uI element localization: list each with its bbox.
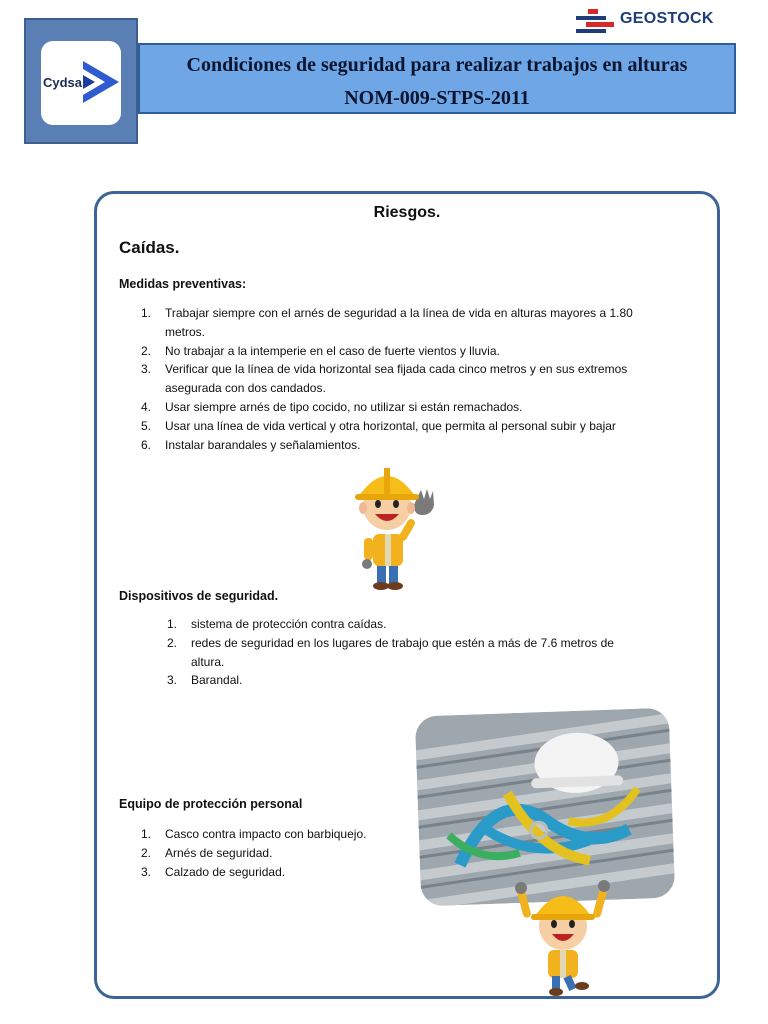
list-item: 4. Usar siempre arnés de tipo cocido, no utilizar si están remachados. [141,399,523,414]
worker-holding-photo-illustration [512,876,616,998]
cydsa-logo [41,41,121,125]
list-item: 3. Verificar que la línea de vida horizontal sea fijada cada cinco metros y en sus extremos asegurada con dos candados. [141,362,628,396]
list-item: 3. Calzado de seguridad. [141,864,286,879]
list-item: 5. Usar una línea de vida vertical y otra horizontal, que permita al personal subir y bajar [141,418,616,433]
list-item: 2. redes de seguridad en los lugares de trabajo que estén a más de 7.6 metros de altura. [167,635,614,669]
norm-code: NOM-009-STPS-2011 [344,87,530,109]
cydsa-logo-text: Cydsa [43,75,83,90]
preventive-heading: Medidas preventivas: [119,277,247,291]
document-title-banner [138,43,736,114]
cydsa-triangle-icon [81,59,121,105]
list-item: 1. Casco contra impacto con barbiquejo. [141,827,367,841]
list-item: 6. Instalar barandales y señalamientos. [141,437,361,452]
geostock-logo [574,8,734,36]
geostock-brand-text: GEOSTOCK [620,10,714,27]
cydsa-logo-frame [24,18,138,144]
ppe-heading: Equipo de protección personal [119,797,303,811]
list-item: 3. Barandal. [167,673,243,688]
list-item: 1. sistema de protección contra caídas. [167,617,387,631]
list-item: 1. Trabajar siempre con el arnés de seguridad a la línea de vida en alturas mayores a 1.80 metros. [141,306,633,339]
geostock-mark-icon [574,8,616,36]
ppe-list [141,825,421,881]
devices-list [167,615,637,690]
section-title: Caídas. [119,238,180,257]
page-title: Condiciones de seguridad para realizar trabajos en alturas [186,54,688,76]
card-title: Riesgos. [373,204,441,221]
list-item: 2. No trabajar a la intemperie en el caso de fuerte vientos y lluvia. [141,343,500,358]
preventive-list [141,304,661,454]
devices-heading: Dispositivos de seguridad. [119,589,279,603]
waving-worker-illustration [347,462,451,592]
list-item: 2. Arnés de seguridad. [141,845,273,860]
